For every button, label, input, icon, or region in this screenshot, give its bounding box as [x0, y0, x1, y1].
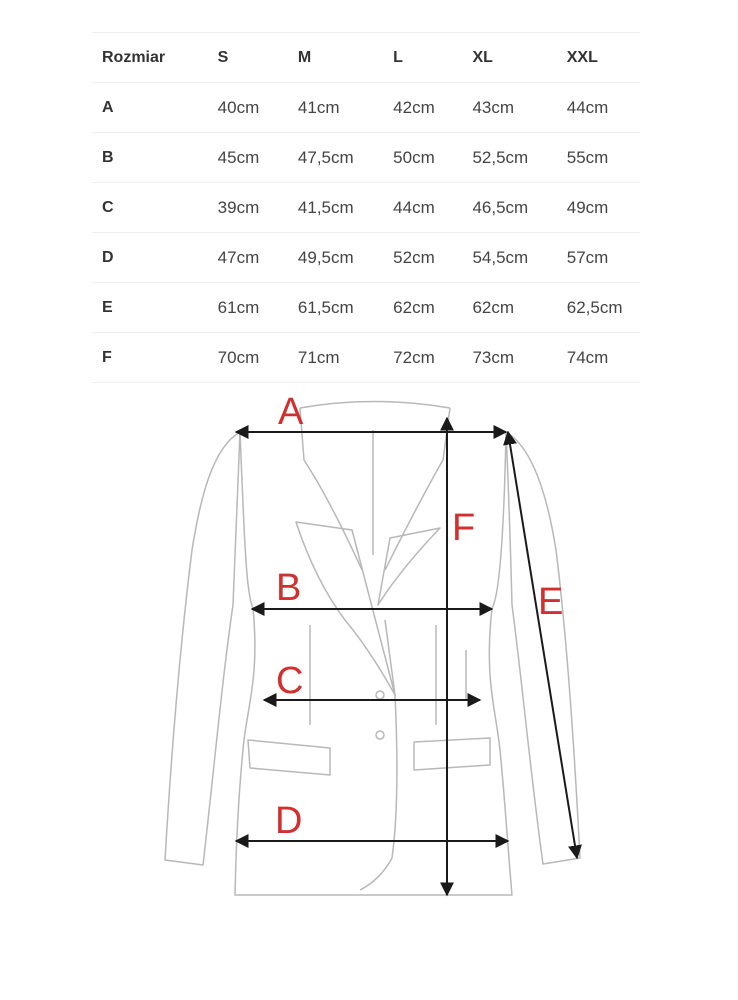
table-cell: 46,5cm	[472, 183, 566, 233]
row-label: F	[92, 333, 218, 383]
row-label: D	[92, 233, 218, 283]
table-cell: 74cm	[567, 333, 640, 383]
table-cell: 43cm	[472, 83, 566, 133]
table-row	[92, 133, 640, 183]
jacket-diagram	[0, 380, 738, 940]
table-row	[92, 83, 640, 133]
measure-line-e	[508, 432, 577, 858]
table-cell: 54,5cm	[472, 233, 566, 283]
table-cell: 41cm	[298, 83, 393, 133]
row-label: E	[92, 283, 218, 333]
label-d: D	[275, 800, 303, 842]
table-cell: 42cm	[393, 83, 472, 133]
table-cell: 55cm	[567, 133, 640, 183]
table-cell: 52,5cm	[472, 133, 566, 183]
table-cell: 40cm	[218, 83, 298, 133]
table-cell: 47,5cm	[298, 133, 393, 183]
row-label: A	[92, 83, 218, 133]
label-b: B	[276, 567, 302, 609]
table-row	[92, 333, 640, 383]
table-cell: 45cm	[218, 133, 298, 183]
header-rozmiar: Rozmiar	[92, 33, 218, 83]
label-a: A	[278, 391, 304, 433]
table-cell: 47cm	[218, 233, 298, 283]
table-cell: 61cm	[218, 283, 298, 333]
label-e: E	[538, 581, 564, 623]
table-cell: 49cm	[567, 183, 640, 233]
table-cell: 57cm	[567, 233, 640, 283]
table-cell: 62,5cm	[567, 283, 640, 333]
table-cell: 62cm	[393, 283, 472, 333]
table-cell: 44cm	[567, 83, 640, 133]
label-c: C	[276, 660, 304, 702]
header-size-s: S	[218, 33, 298, 83]
header-size-xl: XL	[472, 33, 566, 83]
header-size-xxl: XXL	[567, 33, 640, 83]
jacket-outline	[165, 402, 580, 896]
table-cell: 73cm	[472, 333, 566, 383]
table-cell: 70cm	[218, 333, 298, 383]
table-cell: 71cm	[298, 333, 393, 383]
table-cell: 50cm	[393, 133, 472, 183]
row-label: C	[92, 183, 218, 233]
label-f: F	[452, 507, 476, 549]
table-header-row	[92, 33, 640, 83]
size-table	[92, 32, 640, 383]
table-cell: 52cm	[393, 233, 472, 283]
table-cell: 44cm	[393, 183, 472, 233]
header-size-l: L	[393, 33, 472, 83]
table-cell: 62cm	[472, 283, 566, 333]
table-cell: 39cm	[218, 183, 298, 233]
table-row	[92, 283, 640, 333]
table-row	[92, 233, 640, 283]
table-cell: 72cm	[393, 333, 472, 383]
table-cell: 49,5cm	[298, 233, 393, 283]
table-cell: 61,5cm	[298, 283, 393, 333]
header-size-m: M	[298, 33, 393, 83]
table-row	[92, 183, 640, 233]
table-cell: 41,5cm	[298, 183, 393, 233]
row-label: B	[92, 133, 218, 183]
